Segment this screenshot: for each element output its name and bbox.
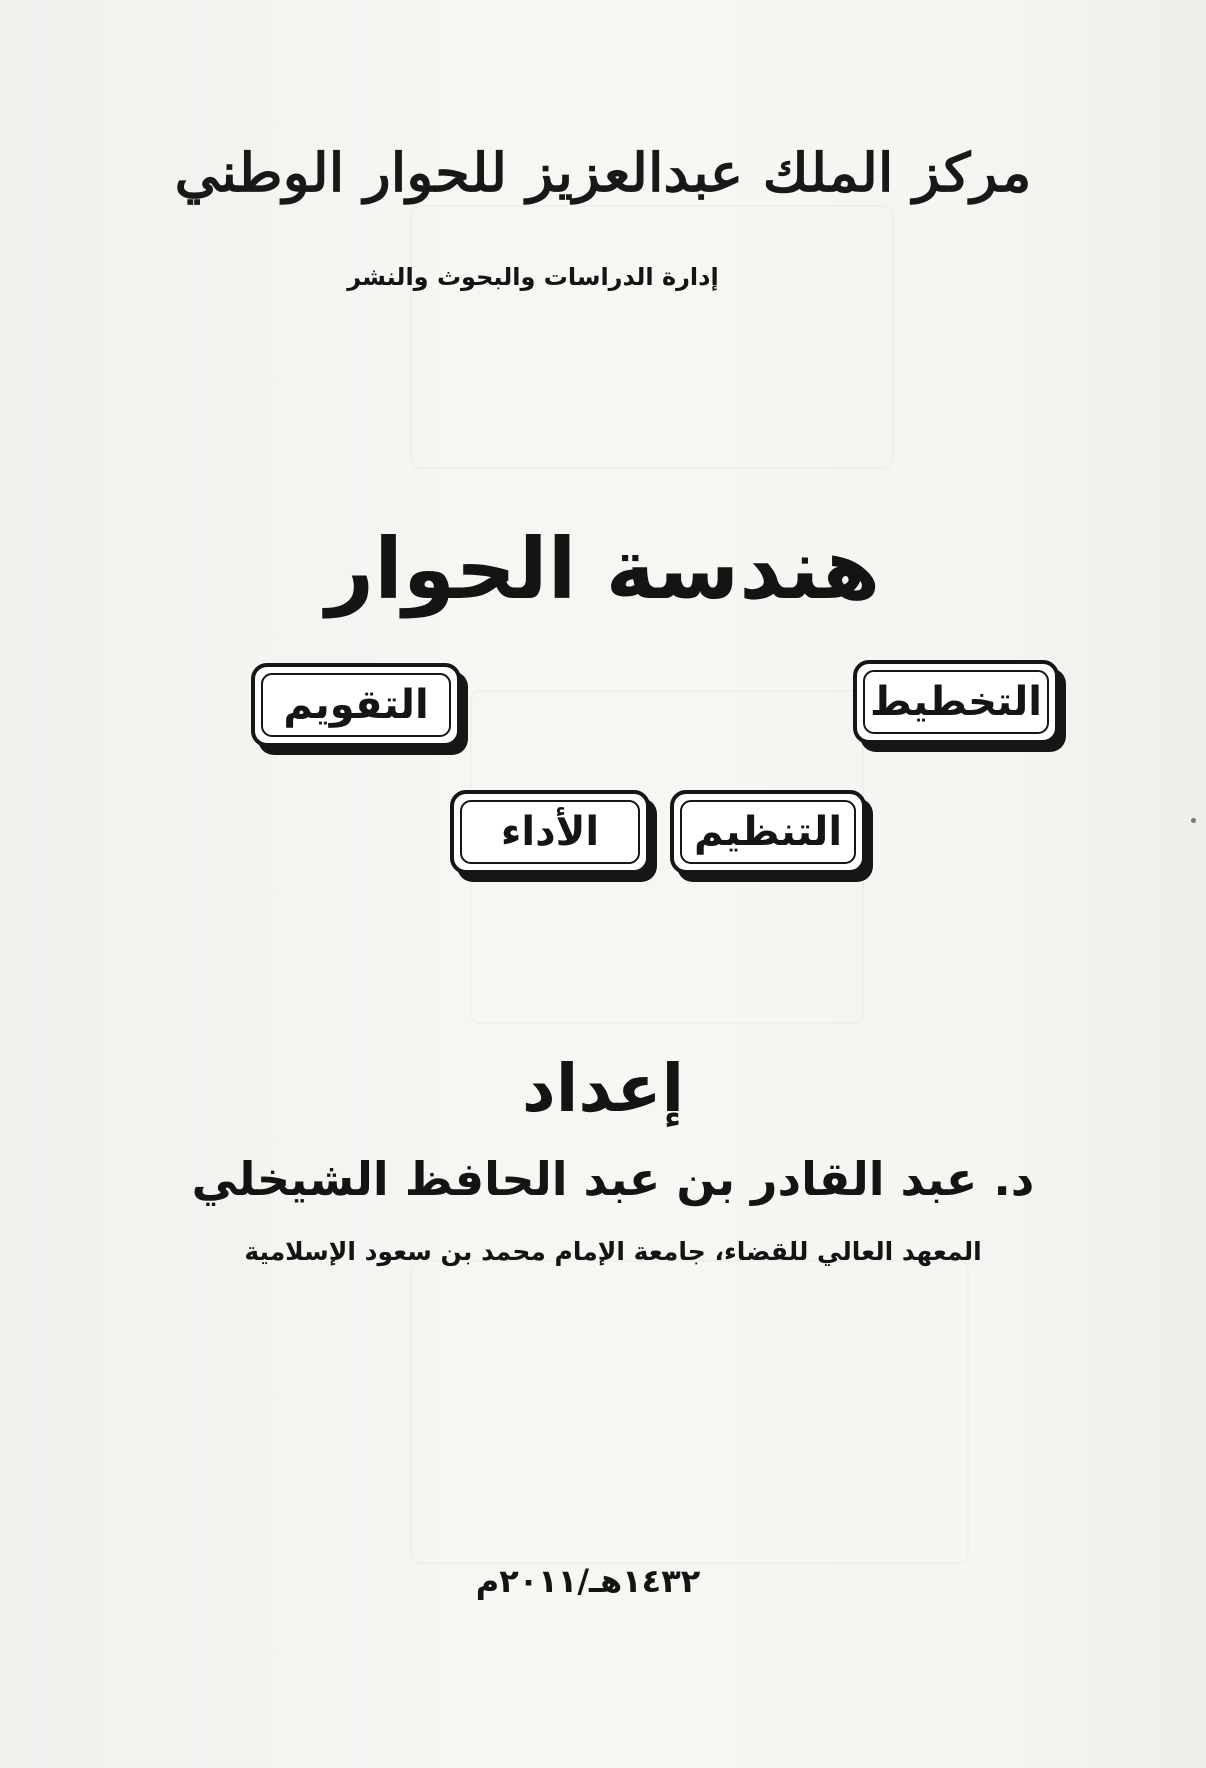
- page-edge-mark: [1191, 818, 1196, 823]
- publisher-logo: مركز الملك عبدالعزيز للحوار الوطني: [174, 141, 1032, 205]
- label-evaluation: [251, 663, 461, 747]
- show-through-frame: [410, 205, 894, 469]
- label-performance-text: الأداء: [500, 809, 600, 855]
- show-through-frame: [410, 1260, 969, 1564]
- author-affiliation: المعهد العالي للقضاء، جامعة الإمام محمد بن سعود الإسلامية: [244, 1237, 982, 1266]
- label-planning-text: التخطيط: [870, 679, 1043, 725]
- label-organization: [670, 790, 866, 874]
- prepared-by-heading: إعداد: [521, 1050, 685, 1127]
- label-organization-text: التنظيم: [693, 809, 843, 855]
- label-planning: [853, 660, 1059, 744]
- publisher-department: إدارة الدراسات والبحوث والنشر: [347, 263, 719, 291]
- book-title: هندسة الحوار: [325, 520, 881, 618]
- label-performance: [450, 790, 650, 874]
- author-name: د. عبد القادر بن عبد الحافظ الشيخلي: [191, 1152, 1035, 1206]
- publication-date: ١٤٣٢هـ/٢٠١١م: [475, 1562, 701, 1600]
- label-evaluation-text: التقويم: [283, 682, 429, 728]
